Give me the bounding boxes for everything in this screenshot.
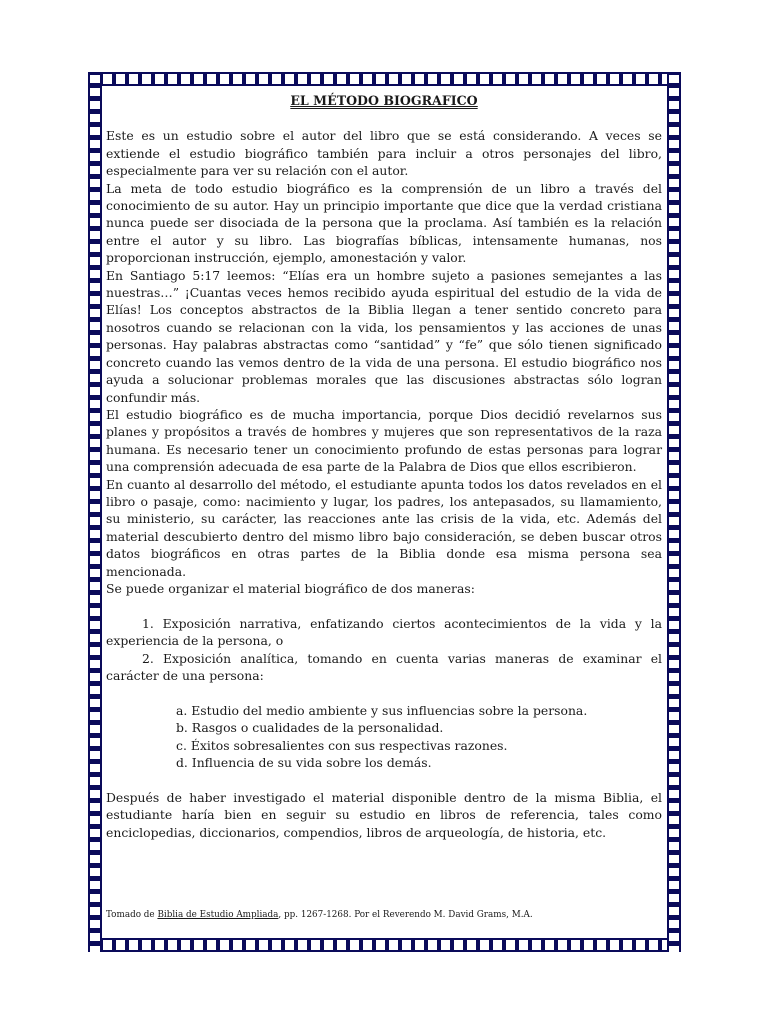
border-bottom (88, 938, 681, 952)
citation-prefix: Tomado de (106, 910, 158, 920)
paragraph-1: Este es un estudio sobre el autor del libro que se está considerando. A veces se extiende el estudio biográfico también para incluir a otros personajes del libro, especialmente para ver su relación con el autor. (106, 128, 662, 179)
spacer (106, 684, 662, 701)
document-body (106, 92, 662, 841)
sub-item-c: c. Éxitos sobresalientes con sus respectivas razones. (176, 737, 508, 753)
border-top (88, 72, 681, 86)
sub-item-a: a. Estudio del medio ambiente y sus influencias sobre la persona. (176, 702, 588, 718)
paragraph-5: En cuanto al desarrollo del método, el estudiante apunta todos los datos revelados en el libro o pasaje, como: nacimiento y lugar, los padres, los antepasados, su llamamiento, su ministerio, su carácter, las reacciones ante las crisis de la vida, etc. Además del material descubierto dentro del mismo libro bajo consideración, se deben buscar otros datos biográficos en otras partes de la Biblia donde esa misma persona sea mencionada. (106, 476, 662, 579)
spacer (106, 597, 662, 614)
numbered-item-2: 2. Exposición analítica, tomando en cuenta varias maneras de examinar el carácter de una persona: (106, 650, 662, 683)
paragraph-2: La meta de todo estudio biográfico es la comprensión de un libro a través del conocimiento de su autor. Hay un principio importante que dice que la verdad cristiana nunca puede ser disociada de la persona que la proclama. Así también es la relación entre el autor y su libro. Las biografías bíblicas, intensamente humanas, nos proporcionan instrucción, ejemplo, amonestación y valor. (106, 180, 662, 266)
page-title: EL MÉTODO BIOGRAFICO (290, 93, 478, 108)
numbered-item-1: 1. Exposición narrativa, enfatizando ciertos acontecimientos de la vida y la experiencia de la persona, o (106, 615, 662, 649)
citation-book-title: Biblia de Estudio Ampliada (157, 910, 279, 920)
closing-paragraph: Después de haber investigado el material disponible dentro de la misma Biblia, el estudiante haría bien en seguir su estudio en libros de referencia, tales como enciclopedias, diccionarios, compendios, libros de arqueología, de historia, etc. (106, 789, 662, 840)
paragraph-4: El estudio biográfico es de mucha importancia, porque Dios decidió revelarnos sus planes y propósitos a través de hombres y mujeres que son representativos de la raza humana. Es necesario tener un conocimiento profundo de estas personas para lograr una comprensión adecuada de esa parte de la Palabra de Dios que ellos escribieron. (106, 406, 662, 475)
paragraph-3: En Santiago 5:17 leemos: “Elías era un hombre sujeto a pasiones semejantes a las nuestras…” ¡Cuantas veces hemos recibido ayuda espiritual del estudio de la vida de Elías! Los conceptos abstractos de la Biblia llegan a tener sentido concreto para nosotros cuando se relacionan con la vida, los pensamientos y las acciones de unas personas. Hay palabras abstractas como “santidad” y “fe” que sólo tienen significado concreto cuando las vemos dentro de la vida de una persona. El estudio biográfico nos ayuda a solucionar problemas morales que las discusiones abstractas sólo logran confundir más. (106, 267, 662, 405)
sub-item-d: d. Influencia de su vida sobre los demás. (176, 755, 432, 770)
sub-item-b: b. Rasgos o cualidades de la personalidad. (176, 720, 444, 736)
citation-suffix: , pp. 1267-1268. Por el Reverendo M. David Grams, M.A. (278, 910, 533, 920)
paragraph-6: Se puede organizar el material biográfico de dos maneras: (106, 580, 475, 596)
spacer (106, 771, 662, 788)
border-right (667, 72, 681, 952)
border-left (88, 72, 102, 952)
source-citation (106, 909, 662, 921)
